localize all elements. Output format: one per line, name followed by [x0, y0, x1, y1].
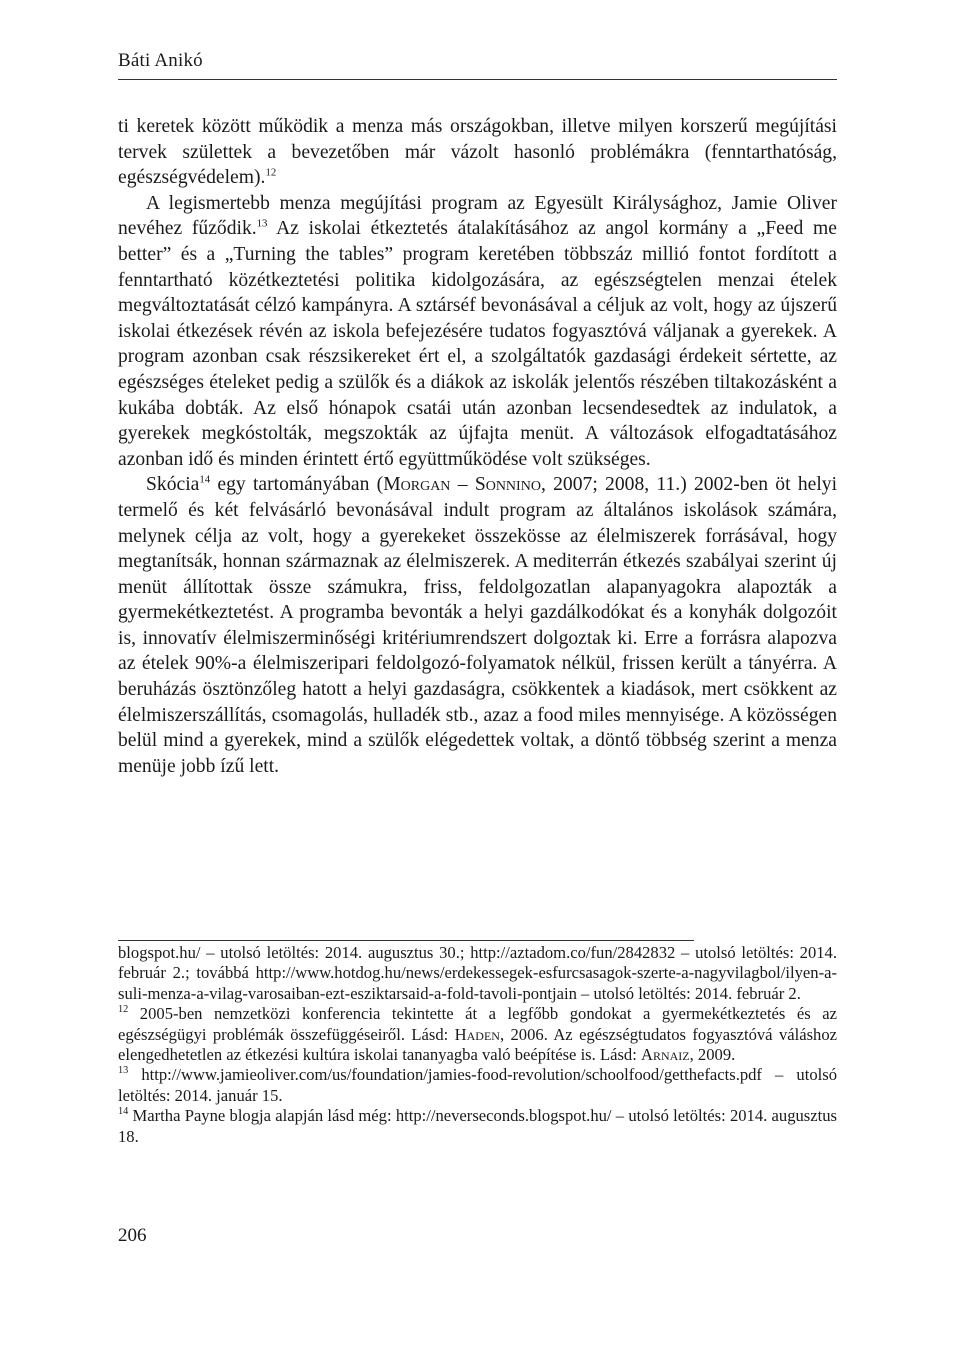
citation-dash: – — [450, 474, 475, 496]
footnotes — [118, 943, 837, 1147]
footnote-rule — [118, 940, 694, 941]
footnote-number-13: 13 — [118, 1065, 129, 1077]
paragraph-3 — [118, 472, 837, 779]
footnote-number-12: 12 — [118, 1004, 129, 1016]
footnote-12-text-b: , 2006. Az egészségtudatos fogyasztóvá váláshoz elengedhetetlen az étkezési kultúra iskolai tananyagba való beépítése is. Lásd: — [118, 1024, 837, 1065]
paragraph-2-text-b: Az iskolai étkeztetés átalakításához az angol kormány a „Feed me better” és a „Turning the tables” program keretében többszáz millió fontot fordított a fenntartható közétkeztetési politika kidolgozására, az egészségtelen menzai ételek megváltoztatását célzó kampányra. A sztárséf bevonásával a céljuk az volt, hogy az újszerű iskolai étkezések révén az iskola befejezésére tudatos fogyasztóvá váljanak a gyerekek. A program azonban csak részsikereket ért el, a szolgáltatók gazdasági érdekeit sértette, az egészséges ételeket pedig a szülők és a diákok az iskolák jelentős részében tiltakozásként a kukába dobták. Az első hónapok csatái után azonban lecsendesedtek az indulatok, a gyerekek megkóstolták, megszokták az újfajta menüt. A változások elfogadtatásához azonban idő és minden érintett értő együttműködése volt szükséges. — [118, 218, 837, 470]
paragraph-3-text-a: Skócia — [146, 474, 200, 496]
footnote-14-text: Martha Payne blogja alapján lásd még: http://neverseconds.blogspot.hu/ – utolsó letöltés: 2014. augusztus 18. — [118, 1106, 837, 1146]
footnote-ref-14[interactable]: 14 — [199, 473, 211, 486]
footnote-12-text-a: 2005-ben nemzetközi konferencia tekintette át a legfőbb gondokat a gyermekétkeztetés és az egészségügyi problémák összefüggéseiről. Lásd: — [118, 1004, 837, 1044]
footnote-13-text: http://www.jamieoliver.com/us/foundation/jamies-food-revolution/schoolfood/getthefacts.pdf – utolsó letöltés: 2014. január 15. — [118, 1065, 837, 1105]
footnote-ref-12[interactable]: 12 — [265, 166, 277, 179]
header-rule — [118, 79, 837, 80]
citation-author-sonnino: Sonnino — [474, 474, 541, 496]
footnote-number-14: 14 — [118, 1106, 129, 1118]
paragraph-3-text-c: , 2007; 2008, 11.) 2002-ben öt helyi termelő és két felvásárló bevonásával indult program az általános iskolások számára, melynek célja az volt, hogy a gyerekeket összekösse az élelmiszerek forrásával, hogy megtanítsák, honnan származnak az élelmiszerek. A mediterrán étkezés szabályai szerint új menüt állítottak össze számukra, friss, feldolgozatlan alapanyagokra alapozták a gyermekétkeztetést. A programba bevonták a helyi gazdálkodókat és a konyhák dolgozóit is, innovatív élelmiszerminőségi kritériumrendszert dolgoztak ki. Erre a forrásra alapozva az ételek 90%-a élelmiszeripari feldolgozó-folyamatok nélkül, frissen került a tányérra. A beruházás ösztönzőleg hatott a helyi gazdaságra, csökkentek a kiadások, mert csökkent az élelmiszerszállítás, csomagolás, hulladék stb., azaz a food miles mennyisége. A közösségen belül mind a gyerekek, mind a szülők elégedettek voltak, a döntő többség szerint a menza menüje jobb ízű lett. — [118, 474, 838, 777]
footnote-12-author-haden: Haden — [454, 1024, 500, 1044]
paragraph-1 — [118, 114, 837, 191]
paragraph-2 — [118, 191, 837, 473]
running-header: Báti Anikó — [118, 50, 203, 71]
citation-author-morgan: Morgan — [383, 474, 451, 496]
main-text — [118, 114, 837, 779]
page-number: 206 — [118, 1225, 147, 1246]
paragraph-3-text-b: egy tartományában ( — [210, 474, 384, 496]
footnote-continuation: blogspot.hu/ – utolsó letöltés: 2014. augusztus 30.; http://aztadom.co/fun/2842832 – utolsó letöltés: 2014. február 2.; továbbá http://www.hotdog.hu/news/erdekessegek-esfurcsasagok-szerte-a-nagyvilagbol/ilyen-a-suli-menza-a-vilag-varosaiban-ezt-esziktarsaid-a-fold-tavoli-pontjain – utolsó letöltés: 2014. február 2. — [118, 943, 837, 1003]
footnote-12-text-c: , 2009. — [689, 1045, 736, 1065]
footnote-ref-13[interactable]: 13 — [256, 217, 268, 230]
paragraph-1-text: ti keretek között működik a menza más országokban, illetve milyen korszerű megújítási tervek születtek a bevezetőben már vázolt hasonló problémákra (fenntarthatóság, egészségvédelem). — [118, 116, 837, 189]
paragraph-2-text-a: A legismertebb menza megújítási program az Egyesült Királysághoz, Jamie Oliver nevéhez fűződik. — [118, 192, 837, 240]
footnote-13 — [118, 1065, 837, 1106]
footnote-14 — [118, 1106, 837, 1147]
footnote-12-author-arnaiz: Arnaiz — [640, 1045, 690, 1065]
footnote-12 — [118, 1004, 837, 1065]
